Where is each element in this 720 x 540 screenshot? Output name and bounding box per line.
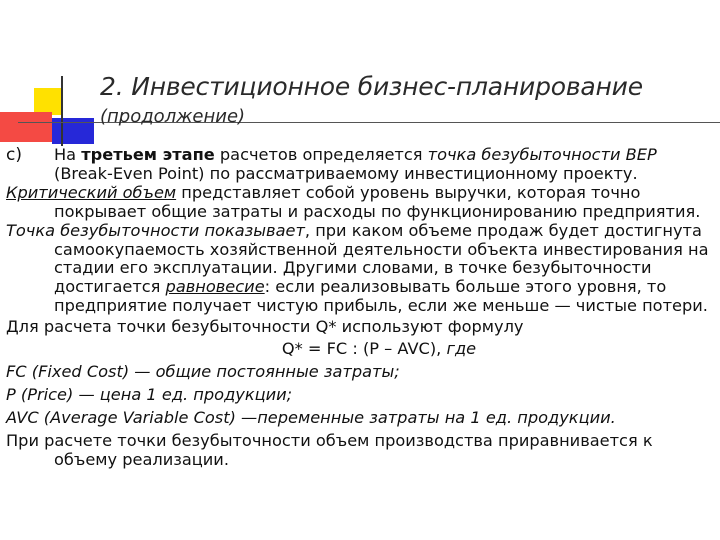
paragraph-critical-volume bbox=[6, 184, 712, 222]
slide-content bbox=[6, 146, 712, 470]
paragraph-break-even bbox=[6, 222, 712, 317]
text-segment: На bbox=[54, 145, 82, 164]
paragraph-conclusion: При расчете точки безубыточности объем производства приравнивается к объему реализации. bbox=[6, 430, 653, 469]
text-segment: : если реализовывать больше этого уровня, то предприятие получает чистую прибыль, если же меньше — чистые потери. bbox=[54, 277, 708, 316]
paragraph-third-stage bbox=[6, 146, 712, 184]
text-italic: Точка безубыточности показывает bbox=[6, 220, 305, 240]
decor-vertical-line bbox=[61, 76, 63, 146]
slide-title: 2. Инвестиционное бизнес-планирование bbox=[100, 72, 643, 101]
text-segment: представляет собой уровень выручки, которая точно покрывает общие затраты и расходы по функционированию предприятия. bbox=[54, 182, 701, 221]
text-bold: третьем этапе bbox=[81, 145, 215, 164]
text-italic: точка безубыточности ВЕР bbox=[427, 145, 657, 164]
decor-red-bar bbox=[0, 112, 52, 142]
text-segment: (Break-Even Point) bbox=[54, 163, 205, 183]
definition-avc: AVC (Average Variable Cost) —переменные затраты на 1 ед. продукции. bbox=[6, 407, 616, 427]
definition-fc: FC (Fixed Cost) — общие постоянные затраты; bbox=[6, 361, 400, 381]
text-segment: , при каком объеме продаж будет достигнута самоокупаемость хозяйственной деятельности объекта инвестирования на стадии его эксплуатации. Другими словами, в точке безубыточности достигается bbox=[54, 220, 709, 297]
list-marker: c) bbox=[6, 145, 22, 165]
text-italic-underlined: равновесие bbox=[165, 277, 265, 297]
formula-line bbox=[6, 340, 712, 359]
text-italic: где bbox=[446, 339, 477, 359]
formula: Q* = FC : (P – AVC), bbox=[281, 339, 447, 359]
definition-price: P (Price) — цена 1 ед. продукции; bbox=[6, 384, 293, 404]
paragraph-formula-intro: Для расчета точки безубыточности Q* используют формулу bbox=[6, 317, 524, 337]
slide-subtitle: (продолжение) bbox=[100, 106, 246, 127]
decor-yellow-square bbox=[34, 88, 61, 115]
text-segment: расчетов определяется bbox=[214, 145, 428, 164]
text-segment: по рассматриваемому инвестиционному проекту. bbox=[204, 163, 638, 183]
text-italic-underlined: Критический объем bbox=[6, 182, 177, 202]
